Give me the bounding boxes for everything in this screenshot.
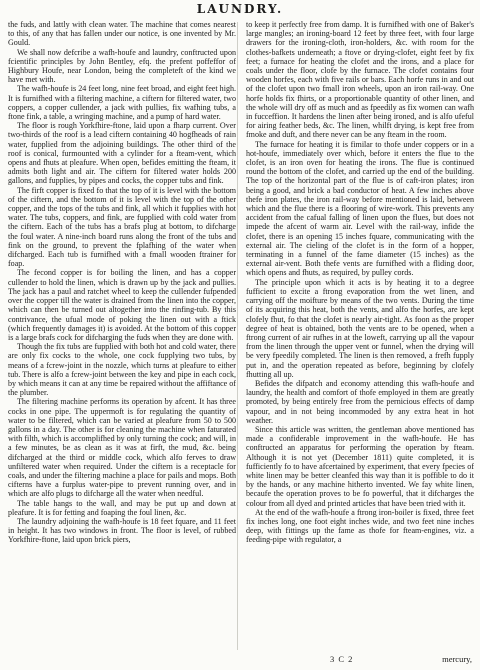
- paragraph: The furnace for heating it is fimilar to thofe under coppers or in a hot-houfe, immediately over which, before it enters the flue to the clofet, is an iron oven for heating the irons. The flue is continued round the bottom of the clofet, and carried up the end of the building. The top of the horizontal part of the flue is of caft-iron plates; iron being a good, and brick a bad conductor of heat. A few inches above thefe iron plates, the iron rail-way before mentioned is laid, between which and the flue there is a flooring of wire-work. This prevents any accident from the cafual falling of linen upon the flues, but does not impede the afcent of warm air. Level with the rail-way, infide the clofet, there is an opening 15 inches fquare, communicating with the external air. The cieling of the clofet is in the form of a hopper, terminating in a funnel of the fame diameter (15 inches) as the external air-vent. Both thefe vents are furnifhed with a fliding door, which opens and fhuts, as required, by pulley cords.: [246, 139, 474, 278]
- paragraph: The firft copper is fixed fo that the top of it is level with the bottom of the ciftern, and the bottom of it is level with the top of the other copper, and the tops of the tubs and fink, all which it fupplies with hot water. The tubs, coppers, and fink, are fupplied with cold water from the ciftern. Each of the tubs has a brafs plug at bottom, to difcharge the foul water. A nine-inch board runs along the front of the tubs and fink on the ground, to prevent the fplafhing of the water when difcharged. Each tub is furnifhed with a fmall wooden ftrainer for foap.: [8, 185, 236, 269]
- paragraph: The wafh-houfe is 24 feet long, nine feet broad, and eight feet high. It is furnifhed with a filtering machine, a ciftern for filtered water, two coppers, a copper cullender, a jack with pullies, fix wafhing tubs, a ftone fink, a table, a wringing machine, and a pump of hard water.: [8, 84, 236, 122]
- paragraph: Though the fix tubs are fupplied with both hot and cold water, there are only fix cocks to the whole, one cock fupplying two tubs, by means of a fcrew-joint in the nozzle, which turns at pleafure to either tub. There is alfo a fcrew-joint between the key and pipe in each cock, by which means it can at any time be repaired without the affiftance of the plumber.: [8, 342, 236, 398]
- signature-mark: 3 C 2: [330, 654, 354, 664]
- paragraph: to keep it perfectly free from damp. It is furnifhed with one of Baker's large mangles; an ironing-board 12 feet by three feet, with four large drawers for the ironing-cloth, iron-holders, &c. with room for the clothes-bafkets underneath; a ftove or drying-clofet, eight feet by fix feet; a furnace for heating the clofet and the irons, and a place for coals under the floor, clofe by the furnace. The clofet contains four wooden horfes, each with five rails or bars. Each horfe runs in and out of the clofet upon two fmall iron wheels, upon an iron rail-way. One horfe holds fix fhirts, or a proportionable quantity of other linen, and the whole will dry off as much and as fpeedily as fix women can wafh in fucceffion. It hardens the linen after being ironed, and is alfo ufeful for airing feather beds, &c. The linen, whilft drying, is kept free from fmoke and duft, and there never can be any fteam in the room.: [246, 20, 474, 140]
- paragraph: At the end of the wafh-houfe a ftrong iron-boiler is fixed, three feet fix inches long, one foot eight inches wide, and two feet nine inches deep, with fittings up the fame as thofe for fteam-engines, viz. a feeding-pipe with regulator, a: [246, 507, 474, 545]
- paragraph: The fecond copper is for boiling the linen, and has a copper cullender to hold the linen, which is drawn up by the jack and pullies. The jack has a paul and ratchet wheel to keep the cullender fufpended over the copper till the water is drained from the linen into the copper, which can then be turned out altogether into the rinfing-tub. By this contrivance, the ufual mode of poking the linen out with a ftick (which frequently damages it) is avoided. At the bottom of this copper is a large brafs cock for difcharging the fuds when they are done with.: [8, 268, 236, 342]
- paragraph: Befides the difpatch and economy attending this wafh-houfe and laundry, the health and comfort of thofe employed in them are greatly promoted, by being entirely free from the pernicious effects of damp vapour, and in not being incommoded by any extra heat in hot weather.: [246, 378, 474, 425]
- left-column: [8, 20, 236, 652]
- paragraph: The filtering machine performs its operation by afcent. It has three cocks in one pipe. The uppermoft is for regulating the quantity of water to be filtered, which can be varied at pleafure from 50 to 500 gallons in a day. The other is for cleaning the machine when faturated with filth, which is accomplifhed by only turning the cock; and will, in a few minutes, be as clean as it was at firft, the mud, &c. being difcharged at the third or middle cock, which alfo ferves to draw unfiltered water when required. Under the ciftern is a receptacle for coals, and under the filtering machine a place for pails and mops. Both cifterns have a furplus water-pipe to prevent running over, and in which are alfo plugs to difcharge all the water when needful.: [8, 397, 236, 499]
- paragraph: the fuds, and lattly with clean water. The machine that comes nearest to this, of any that has fallen under our notice, is one invented by Mr. Gould.: [8, 20, 236, 48]
- paragraph: The principle upon which it acts is by heating it to a degree fufficient to excite a ftrong evaporation from the wet linen, and carrying off the moifture by means of the two vents. During the time of its acquiring this heat, both the vents, and alfo the horfes, are kept clofely fhut, fo that the clofet is nearly air-tight. As foon as the proper degree of heat is obtained, both the vents are to be opened, when a ftrong current of air rufhes in at the loweft, carrying up all the vapour from the linen through the upper vent or funnel, when the drying will be very fpeedily completed. The linen is then removed, a frefh fupply put in, and the operation repeated as before, beginning by clofely fhutting all up.: [246, 277, 474, 379]
- paragraph: The laundry adjoining the wafh-houfe is 18 feet fquare, and 11 feet in height. It has two windows in front. The floor is level, of rubbed Yorkfhire-ftone, laid upon brick piers,: [8, 516, 236, 545]
- catchword: mercury,: [442, 654, 472, 664]
- paragraph: The table hangs to the wall, and may be put up and down at pleafure. It is for fetting and foaping the foul linen, &c.: [8, 498, 236, 517]
- paragraph: Since this article was written, the gentleman above mentioned has made a confiderable improvement in the wafh-houfe. He has conftructed an apparatus for performing the operation by fteam. Although it is not yet (December 1811) quite completed, it is fufficiently fo to have afcertained by experiment, that every fpecies of white linen may be better cleanfed this way than it is poffible to do it by the hands, or any machine hitherto invented. We fay white linen, becaufe the operation proves to be fo powerful, that it difcharges the colour from all dyed and printed articles that have been tried with it.: [246, 424, 474, 508]
- column-rule: [237, 22, 238, 650]
- paragraph: We shall now defcribe a wafh-houfe and laundry, conftructed upon fcientific principles by John Bentley, efq. the prefent poffeffor of Highbury Houfe, near London, being the completeft of the kind we have met with.: [8, 47, 236, 85]
- paragraph: The floor is rough Yorkfhire-ftone, laid upon a fharp current. Over two-thirds of the roof is a lead ciftern containing 40 hogfheads of rain water, fupplied from the adjoining buildings. The other third of the roof is conical, furmounted with a cylinder for a fteam-vent, which opens and fhuts at pleafure. When open, befides emitting the fteam, it admits both light and air. The ciftern for filtered water holds 200 gallons, and fupplies, by pipes and cocks, the copper tubs and fink.: [8, 121, 236, 186]
- page-footer: [0, 652, 480, 668]
- right-column: [246, 20, 474, 652]
- running-head: LAUNDRY.: [196, 2, 284, 16]
